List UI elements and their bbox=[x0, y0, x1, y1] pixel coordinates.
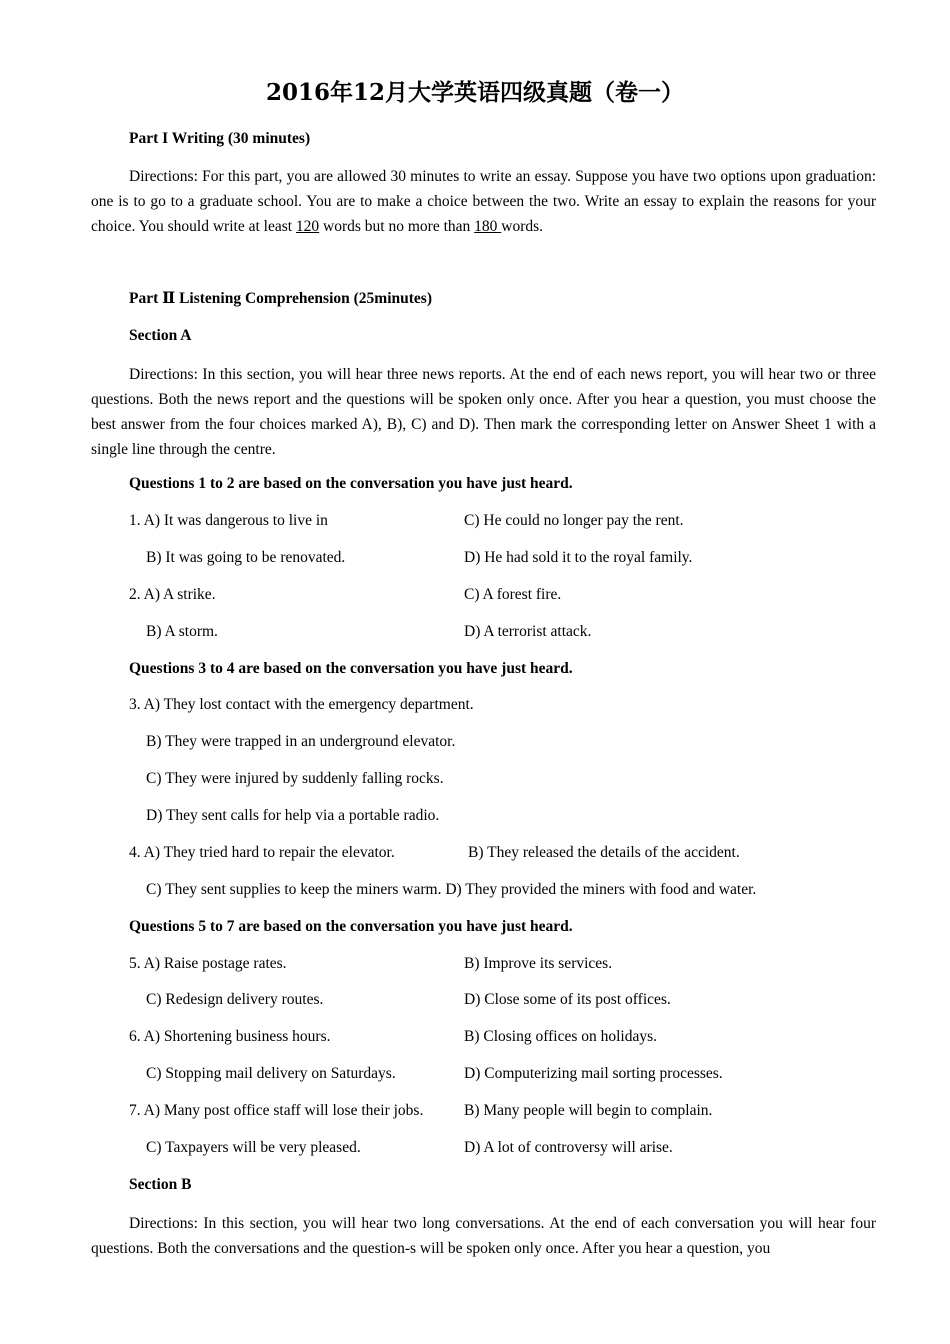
q2-option-c: C) A forest fire. bbox=[464, 586, 562, 603]
q4-option-a: 4. A) They tried hard to repair the elevator. bbox=[129, 844, 395, 861]
q1-option-b: B) It was going to be renovated. bbox=[146, 549, 346, 566]
q7-option-d: D) A lot of controversy will arise. bbox=[464, 1139, 673, 1156]
q1-option-d: D) He had sold it to the royal family. bbox=[464, 549, 693, 566]
part1-directions-end: words. bbox=[501, 218, 544, 235]
min-words: 120 bbox=[295, 218, 320, 235]
q3-option-a: 3. A) They lost contact with the emergency department. bbox=[129, 696, 474, 713]
q5-option-b: B) Improve its services. bbox=[464, 955, 613, 972]
q6-option-a: 6. A) Shortening business hours. bbox=[129, 1028, 331, 1045]
q2-option-a: 2. A) A strike. bbox=[129, 586, 216, 603]
q1-option-c: C) He could no longer pay the rent. bbox=[464, 512, 684, 529]
q6-option-d: D) Computerizing mail sorting processes. bbox=[464, 1065, 723, 1082]
q3-option-b: B) They were trapped in an underground elevator. bbox=[146, 733, 456, 750]
section-b-heading: Section B bbox=[129, 1176, 192, 1193]
q3-option-c: C) They were injured by suddenly falling rocks. bbox=[146, 770, 444, 787]
questions-1-2-heading: Questions 1 to 2 are based on the conversation you have just heard. bbox=[129, 475, 573, 492]
section-a-directions: Directions: In this section, you will hear three news reports. At the end of each news report, you will hear two or three questions. Both the news report and the questions will be spoken only once. After you hear a question, you must choose the best answer from the four choices marked A), B), C) and D). Then mark the corresponding letter on Answer Sheet 1 with a single line through the centre. bbox=[91, 366, 876, 458]
part1-directions-text: Directions: For this part, you are allowed 30 minutes to write an essay. Suppose you have two options upon graduation: one is to go to a graduate school. You are to make a choice between the two. Write an essay to explain the reasons for your choice. You should write at least bbox=[91, 168, 876, 235]
q2-option-d: D) A terrorist attack. bbox=[464, 623, 592, 640]
q5-option-d: D) Close some of its post offices. bbox=[464, 991, 671, 1008]
part2-heading: Part Ⅱ Listening Comprehension (25minutes) bbox=[129, 290, 432, 307]
q7-option-b: B) Many people will begin to complain. bbox=[464, 1102, 713, 1119]
q1-option-a: 1. A) It was dangerous to live in bbox=[129, 512, 328, 529]
part1-directions-mid: words but no more than bbox=[319, 218, 475, 235]
q4-option-cd: C) They sent supplies to keep the miners warm. D) They provided the miners with food and water. bbox=[146, 881, 757, 898]
q3-option-d: D) They sent calls for help via a portable radio. bbox=[146, 807, 440, 824]
page-title: 2016年12月大学英语四级真题（卷一） bbox=[265, 79, 685, 106]
section-a-heading: Section A bbox=[129, 327, 192, 344]
q6-option-b: B) Closing offices on holidays. bbox=[464, 1028, 658, 1045]
max-words: 180 bbox=[474, 218, 502, 235]
section-b-directions: Directions: In this section, you will hear two long conversations. At the end of each conversation you will hear four questions. Both the conversations and the question-s will be spoken only once. After you hear a question, you bbox=[91, 1215, 876, 1257]
questions-5-7-heading: Questions 5 to 7 are based on the conversation you have just heard. bbox=[129, 918, 573, 935]
q4-option-b: B) They released the details of the accident. bbox=[468, 844, 740, 861]
part1-heading: Part I Writing (30 minutes) bbox=[129, 130, 311, 147]
q2-option-b: B) A storm. bbox=[146, 623, 218, 640]
q5-option-a: 5. A) Raise postage rates. bbox=[129, 955, 287, 972]
q6-option-c: C) Stopping mail delivery on Saturdays. bbox=[146, 1065, 396, 1082]
part1-directions bbox=[91, 164, 876, 239]
questions-3-4-heading: Questions 3 to 4 are based on the conversation you have just heard. bbox=[129, 660, 573, 677]
q5-option-c: C) Redesign delivery routes. bbox=[146, 991, 324, 1008]
q7-option-a: 7. A) Many post office staff will lose their jobs. bbox=[129, 1102, 424, 1119]
q7-option-c: C) Taxpayers will be very pleased. bbox=[146, 1139, 361, 1156]
